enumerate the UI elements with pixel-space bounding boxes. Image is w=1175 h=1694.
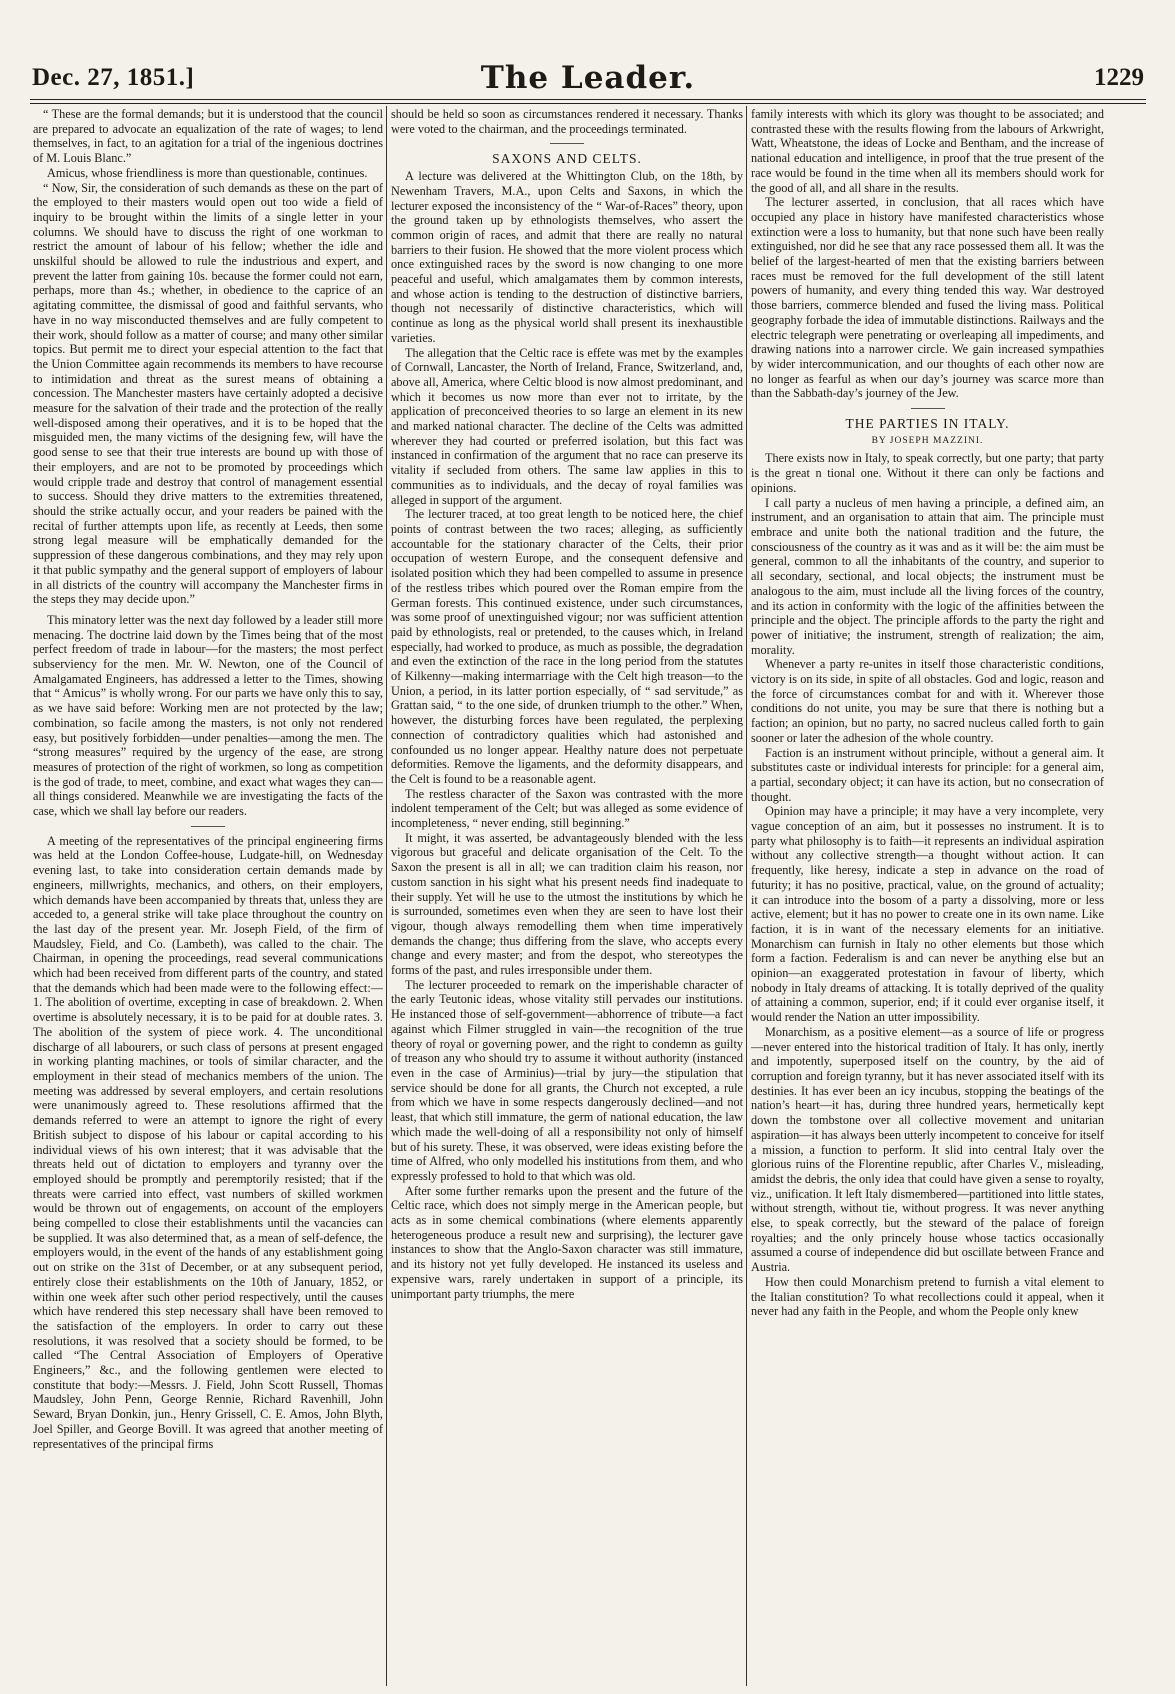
page-number: 1229 (1094, 64, 1144, 91)
paragraph: The lecturer proceeded to remark on the imperishable character of the early Teutonic ideas, whose vitality still pervades our institutions. He instanced those of self-government—abhorrence of tribute—a fact against which Filmer struggled in vain—the recognition of the true theory of royal or governing power, and the right to condemn as guilty of treason any who should try to assume it without authority (instanced even in the case of Arminius)—trial by jury—the stipulation that service should be done for all grants, the Church not excepted, a rule from which we have in some respects dangerously declined—and not least, that which still immature, the germ of national education, the law which made the well-doing of all a responsibility not only of himself but of his surety. These, it was observed, were ideas existing before the time of Alfred, who only modelled his institutions from them, and who expressly professed to hold to that which was old. (391, 977, 743, 1183)
paragraph: This minatory letter was the next day followed by a leader still more menacing. The doctrine laid down by the Times being that of the most perfect freedom of trade in labour—for the masters; the most perfect subserviency for the men. Mr. W. Newton, one of the Council of Amalgamated Engineers, has addressed a letter to the Times, showing that “ Amicus” is wholly wrong. For our parts we have only this to say, as we have said before: Working men are not protected by the law; combination, so facile among the masters, is not only not rendered easy, but positively forbidden—under penalties—among the men. The “strong measures” required by the urgency of the ease, are strong measures of protection of the right of workmen, so long as competition is the god of trade, to meet, combine, and exact what wages they can—all things considered. Meanwhile we are investigating the facts of the case, which we shall lay before our readers. (33, 612, 383, 819)
paragraph: family interests with which its glory was thought to be associated; and contrasted these with the results flowing from the labours of Arkwright, Watt, Wheatstone, the ideas of Locke and Bentham, and the increase of national education and intelligence, in proof that the true present of the race would be found in the time when all its members should work for the good of all, and all share in the results. (751, 107, 1104, 195)
header-rule (30, 99, 1146, 100)
column-divider (386, 106, 387, 1686)
quoted-demands: “ These are the formal demands; but it is understood that the council are prepared to advocate an equalization of the rate of wages; to lend themselves, in fact, to an agitation for a trial of the ingenious doctrines of M. Louis Blanc.” (33, 107, 383, 166)
section-separator (191, 826, 225, 827)
paragraph: should be held so soon as circumstances rendered it necessary. Thanks were voted to the chairman, and the proceedings terminated. (391, 107, 743, 136)
paragraph: There exists now in Italy, to speak correctly, but one party; that party is the great n tional one. Without it there can only be factions and opinions. (751, 451, 1104, 495)
column-2 (391, 107, 743, 1687)
quoted-letter: “ Now, Sir, the consideration of such demands as these on the part of the employed to their masters would open out too wide a field of inquiry to be brought within the limits of a single letter in your columns. We should have to discuss the right of one workman to restrict the amount of labour of his fellow; whether the idle and unskilful should be allowed to rule the industrious and expert, and prevent the latter from gaining 10s. because the former could not earn, perhaps, more than 4s.; whether, in obedience to the caprice of an agitating committee, the dismissal of good and faithful servants, who have in no way misconducted themselves and are fully competent to their work, should follow as a matter of course; and many other similar topics. But permit me to direct your especial attention to the fact that the Union Committee again recommends its members to have recourse to intimidation and threat as the surest means of obtaining a concession. The Manchester masters have certainly adopted a decisive measure for the salvation of their trade and the protection of the really well-disposed among their operatives, and it is to be hoped that the misguided men, the many victims of the designing few, will have the good sense to see that their true interests are bound up with those of their employers, and are not to be promoted by proceedings which would cripple trade and destroy that control of management essential to success. Should they drive matters to the extremities threatened, should the strike actually occur, and your readers be pained with the recital of further attempts upon life, as recently at Leeds, then some strong legal measure will be emphatically demanded for the suppression of these dangerous combinations, and they may rely upon it that public sympathy and the general support of employers of labour in all districts of the country will accompany the Manchester firms in the steps they may decide upon.” (33, 180, 383, 607)
paragraph: A lecture was delivered at the Whittington Club, on the 18th, by Newenham Travers, M.A., upon Celts and Saxons, in which the lecturer exposed the inconsistency of the “ War-of-Races” theory, upon the ground taken up by ethnologists themselves, who assert the common origin of races, and admit that there are really no natural barriers to their fusion. He showed that the more violent process which once extinguished races by the sword is now changing to one more peaceful and useful, which amalgamates them by common interests, and whose action is tending to the destruction of distinctive barriers, though not necessarily of distinctive characteristics, which will continue as long as the physical world shall present its inexhaustible varieties. (391, 169, 743, 345)
column-1 (33, 107, 383, 1687)
article-title-parties-in-italy: THE PARTIES IN ITALY. (845, 416, 1010, 432)
paragraph: Opinion may have a principle; it may have a very incomplete, very vague conception of an aim, but it possesses no instrument. It is to party what philosophy is to faith—it represents an individual aspiration without any collective strength—a thought without action. It can frequently, like heresy, indicate a step in advance on the road of futurity; it has no positive, practical, value, on the ground of actuality; it can introduce into the bosom of a party a dissolving, more or less active, element; but it has no power to create one in its own name. Like faction, it is in want of the necessary elements for an initiative. Monarchism can furnish in Italy no other elements but those which form a faction. Federalism is and can never be anything else but an opinion—an exaggerated protestation in favour of liberty, which nobody in Italy dreams of attacking. It is totally deprived of the quality of attaining a common, superior, end; if it could ever organise itself, it would render the Nation an utter impossibility. (751, 804, 1104, 1025)
paragraph: Whenever a party re-unites in itself those characteristic conditions, victory is on its side, in spite of all obstacles. God and logic, reason and the force of circumstances combat for and with it. Wherever those conditions do not unite, you may be sure that there is nothing but a faction; an opinion, but no party, no sacred nucleus called forth to gain sooner or later the adhesion of the whole country. (751, 657, 1104, 745)
article-title-saxons-and-celts: SAXONS AND CELTS. (492, 151, 642, 167)
section-separator (911, 408, 945, 409)
issue-date: Dec. 27, 1851.] (32, 64, 195, 91)
section-separator (550, 143, 584, 144)
column-3 (751, 107, 1104, 1687)
paragraph: The lecturer traced, at too great length to be noticed here, the chief points of contrast between the two races; alleging, as sufficiently accountable for the stationary character of the Celts, their prior occupation of western Europe, and the consequent defensive and isolated position which they had been compelled to assume in presence of the restless tribes which poured over the Roman empire from the German forests. This continued existence, under such circumstances, was some proof of unextinguished vigour; nor was sufficient attention paid by ethnologists, real or pretended, to the causes which, in Ireland especially, had worked to produce, as much as possible, the degradation and even the extinction of the race in the long period from the statutes of Kilkenny—making intermarriage with the Celt high treason—to the Union, a period, in its latter portion especially, of “ sad servitude,” as Grattan said, “ to the one side, of drunken triumph to the other.” When, however, the disturbing forces have been regulated, the perplexing connection of contradictory qualities which had astonished and confounded us no longer appear. Healthy nature does not perpetuate deformities. Remove the ligaments, and the deformity disappears, and the Celt is found to be a reasonable agent. (391, 507, 743, 786)
header-rule-thin (30, 103, 1146, 104)
masthead-title: The Leader. (480, 60, 696, 96)
paragraph: After some further remarks upon the present and the future of the Celtic race, which does not simply merge in the American people, but acts as in some chemical combinations (where elements apparently heterogeneous produce a result new and surprising), the lecturer gave instances to show that the Anglo-Saxon character was still immature, and its history not yet fully developed. He instanced its useless and expensive wars, rarely undertaken in support of a principle, its unimportant party triumphs, the mere (391, 1183, 743, 1301)
paragraph: Amicus, whose friendliness is more than questionable, continues. (47, 165, 368, 180)
paragraph: How then could Monarchism pretend to furnish a vital element to the Italian constitution? To what recollections could it appeal, when it never had any faith in the People, and whom the People only knew (751, 1274, 1104, 1319)
paragraph: It might, it was asserted, be advantageously blended with the less vigorous but graceful and delicate organisation of the Celt. To the Saxon the present is all in all; we can tradition claim his reason, nor custom sanction in his sight what his present needs find inadequate to their supply. Yet will he use to the utmost the institutions by which he is surrounded, sometimes even when they are seen to have lost their vigour, though always remodelling them when time imperatively demands the change; thus differing from the slave, who accepts every change and every master; and from the despot, who stereotypes the forms of the past, and rules irresponsible under them. (391, 830, 743, 978)
article-byline: BY JOSEPH MAZZINI. (871, 435, 984, 446)
paragraph: Faction is an instrument without principle, without a general aim. It substitutes caste or individual interests for principle: for a general aim, a partial, secondary object; it can have its action, but no consecration of thought. (751, 745, 1104, 804)
column-divider (746, 106, 747, 1686)
paragraph: The allegation that the Celtic race is effete was met by the examples of Cornwall, Lancaster, the North of Ireland, France, Switzerland, and, above all, America, where Celtic blood is now almost predominant, and which it becomes us now more than ever not to irritate, by the application of preconceived theories to so large an element in its new and marked national character. The decline of the Celts was admitted wherever they had courted or preferred isolation, but this fact was instanced in confirmation of the argument that no race can preserve its vitality if secluded from others. The same law applies in this to communities as to individuals, and the decay of royal families was alleged in support of the argument. (391, 345, 743, 507)
paragraph: A meeting of the representatives of the principal engineering firms was held at the London Coffee-house, Ludgate-hill, on Wednesday evening last, to take into consideration certain demands made by engineers, millwrights, mechanics, and others, on their employers, which demands have been accompanied by threats that, unless they are acceded to, a general strike will take place throughout the country on the last day of the present year. Mr. Joseph Field, of the firm of Maudsley, Field, and Co. (Lambeth), was called to the chair. The Chairman, in opening the proceedings, read several communications which had been received from different parts of the country, and stated that the demands which had been made were to the following effect:—1. The abolition of overtime, excepting in case of breakdown. 2. When overtime is absolutely necessary, it is to be paid for at double rates. 3. The abolition of the system of piece work. 4. The unconditional discharge of all labourers, or such class of persons at present engaged in working planting machines, or tools of similar character, and the employment in their stead of mechanics members of the union. The meeting was addressed by several employers, and certain resolutions were unanimously agreed to. These resolutions affirmed that the demands referred to were an attempt to ignore the right of every British subject to dispose of his labour or capital according to his individual views of his own interest; that it was advisable that the threats held out of dictation to employers and tyranny over the employed should be promptly and peremptorily resisted; that if the threats were carried into effect, vast numbers of skilled workmen would be thrown out of engagements, on account of the employers being compelled to close their establishments until the vacancies can be supplied. It was also determined that, as a mean of self-defence, the employers would, in the event of the hands of any establishment going out on strike on the 31st of December, or at any subsequent period, entirely close their establishments on the 10th of January, 1852, or within one week after such other period respectively, until the causes which have rendered this step necessary shall have been removed to the satisfaction of the employers. In order to carry out these resolutions, it was resolved that a society should be formed, to be called “The Central Association of Employers of Operative Engineers,” &c., and the following gentlemen were elected to constitute that body:—Messrs. J. Field, John Scott Russell, Thomas Maudsley, John Penn, George Rennie, Richard Ravenhill, John Seward, Bryan Donkin, jun., Henry Grissell, C. E. Amos, John Blyth, Joel Spiller, and George Bovill. It was agreed that another meeting of representatives of the principal firms (33, 833, 383, 1451)
paragraph: The lecturer asserted, in conclusion, that all races which have occupied any place in history have manifested characteristics whose extinction were a loss to humanity, but that none such have been really extinguished, nor did he see that any race possessed them all. It was the belief of the largest-hearted of men that the existing barriers between races must be removed for the full development of the still latent powers of humanity, and every thing tended this way. War destroyed those barriers, commerce blended and fused the living mass. Political geography forbade the idea of immutable distinctions. Railways and the electric telegraph were penetrating or overleaping all impediments, and drawing nations into a narrower circle. We gain increased sympathies by wider intercommunication, and our thoughts of each other now are no longer as fearful as when our day’s journey was scarce more than than the Sabbath-day’s journey of the Jew. (751, 195, 1104, 401)
paragraph: I call party a nucleus of men having a principle, a defined aim, an instrument, and an organisation to attain that aim. The principle must embrace and unite both the national tradition and the future, the consciousness of the country as it was and as it will be: the aim must be general, common to all the inhabitants of the country, and superior to all secondary, sectional, and local objects; the instrument must be analogous to the aim, must include all the living forces of the country, and its action in conformity with the logic of the affinities between the principle and the object. The principle affords to the party the right and power of initiative; the instrument, strength of realization; the aim, morality. (751, 495, 1104, 657)
paragraph: The restless character of the Saxon was contrasted with the more indolent temperament of the Celt; but was alleged as some evidence of incompleteness, “ never ending, still beginning.” (391, 786, 743, 831)
paragraph: Monarchism, as a positive element—as a source of life or progress—never entered into the historical tradition of Italy. It has only, inertly and impotently, superposed itself on the country, by the aid of corruption and foreign tyranny, but it has never associated itself with its destinies. It has ever been an icy incubus, stopping the beatings of the nation’s heart—it has, during three hundred years, hermetically kept down the tombstone over all collective movement and unitarian aspiration—it has always been utterly incompetent to conceive for itself a mission, a function to perform. It slid into central Italy over the glorious ruins of the Florentine republic, after Charles V., misleading, amidst the debris, the only idea that could have given a sense to royalty, viz., unification. It left Italy dismembered—partitioned into little states, without strength, without tie, without progress. It was never anything else, to speak correctly, but the steward of the palace of foreign royalties; and the only princely house whose tactics occasionally assumed a course of independence did but oscillate between France and Austria. (751, 1024, 1104, 1275)
